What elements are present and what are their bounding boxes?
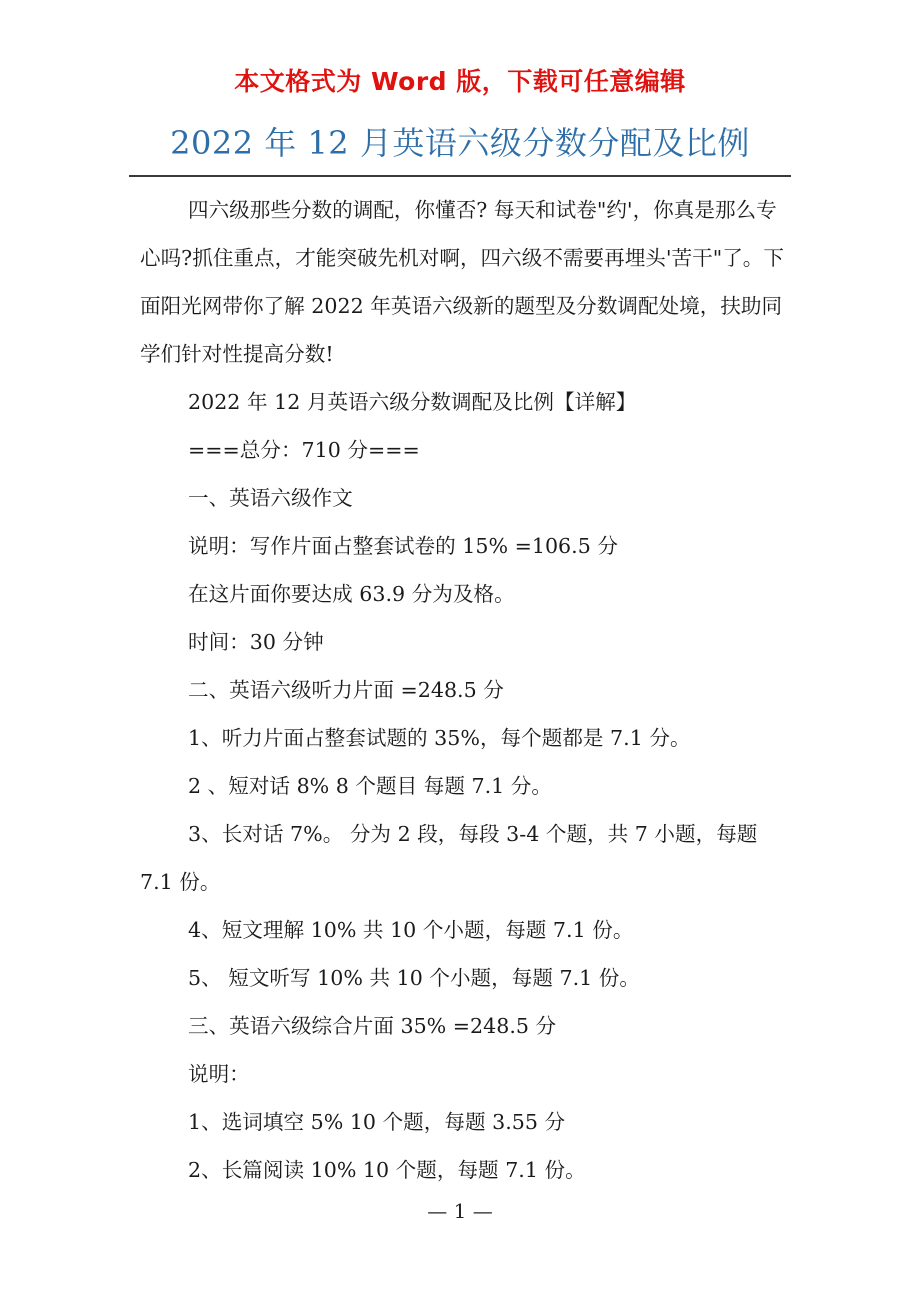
paragraph: 2022 年 12 月英语六级分数调配及比例【详解】 <box>188 390 637 414</box>
paragraph: 1、听力片面占整套试题的 35%，每个题都是 7.1 分。 <box>188 726 691 750</box>
document-title: 2022 年 12 月英语六级分数分配及比例 <box>170 124 750 162</box>
paragraph: 一、英语六级作文 <box>188 486 353 510</box>
paragraph: 二、英语六级听力片面 =248.5 分 <box>188 678 504 702</box>
paragraph: 1、选词填空 5% 10 个题，每题 3.55 分 <box>188 1110 566 1134</box>
paragraph: 2 、短对话 8% 8 个题目 每题 7.1 分。 <box>188 774 552 798</box>
title-rule <box>129 175 791 177</box>
paragraph: 三、英语六级综合片面 35% =248.5 分 <box>188 1014 557 1038</box>
paragraph: ===总分：710 分=== <box>188 438 420 462</box>
page-number: — 1 — <box>427 1199 493 1223</box>
paragraph: 在这片面你要达成 63.9 分为及格。 <box>188 582 515 606</box>
paragraph: 四六级那些分数的调配，你懂否? 每天和试卷"约'，你真是那么专心吗?抓住重点，才能突破先机对啊，四六级不需要再埋头'苦干"了。下面阳光网带你了解 2022 年英语六级新的题型及分数调配处境，扶助同学们针对性提高分数! <box>140 198 784 366</box>
document-body <box>140 186 785 1194</box>
paragraph: 说明：写作片面占整套试卷的 15% =106.5 分 <box>188 534 618 558</box>
paragraph: 4、短文理解 10% 共 10 个小题，每题 7.1 份。 <box>188 918 634 942</box>
paragraph: 说明： <box>188 1062 250 1086</box>
paragraph: 5、 短文听写 10% 共 10 个小题，每题 7.1 份。 <box>188 966 640 990</box>
paragraph: 2、长篇阅读 10% 10 个题，每题 7.1 份。 <box>188 1158 586 1182</box>
paragraph: 3、长对话 7%。 分为 2 段，每段 3-4 个题，共 7 小题，每题 7.1 份。 <box>140 822 758 894</box>
format-banner: 本文格式为 Word 版，下载可任意编辑 <box>234 67 686 96</box>
paragraph: 时间：30 分钟 <box>188 630 324 654</box>
